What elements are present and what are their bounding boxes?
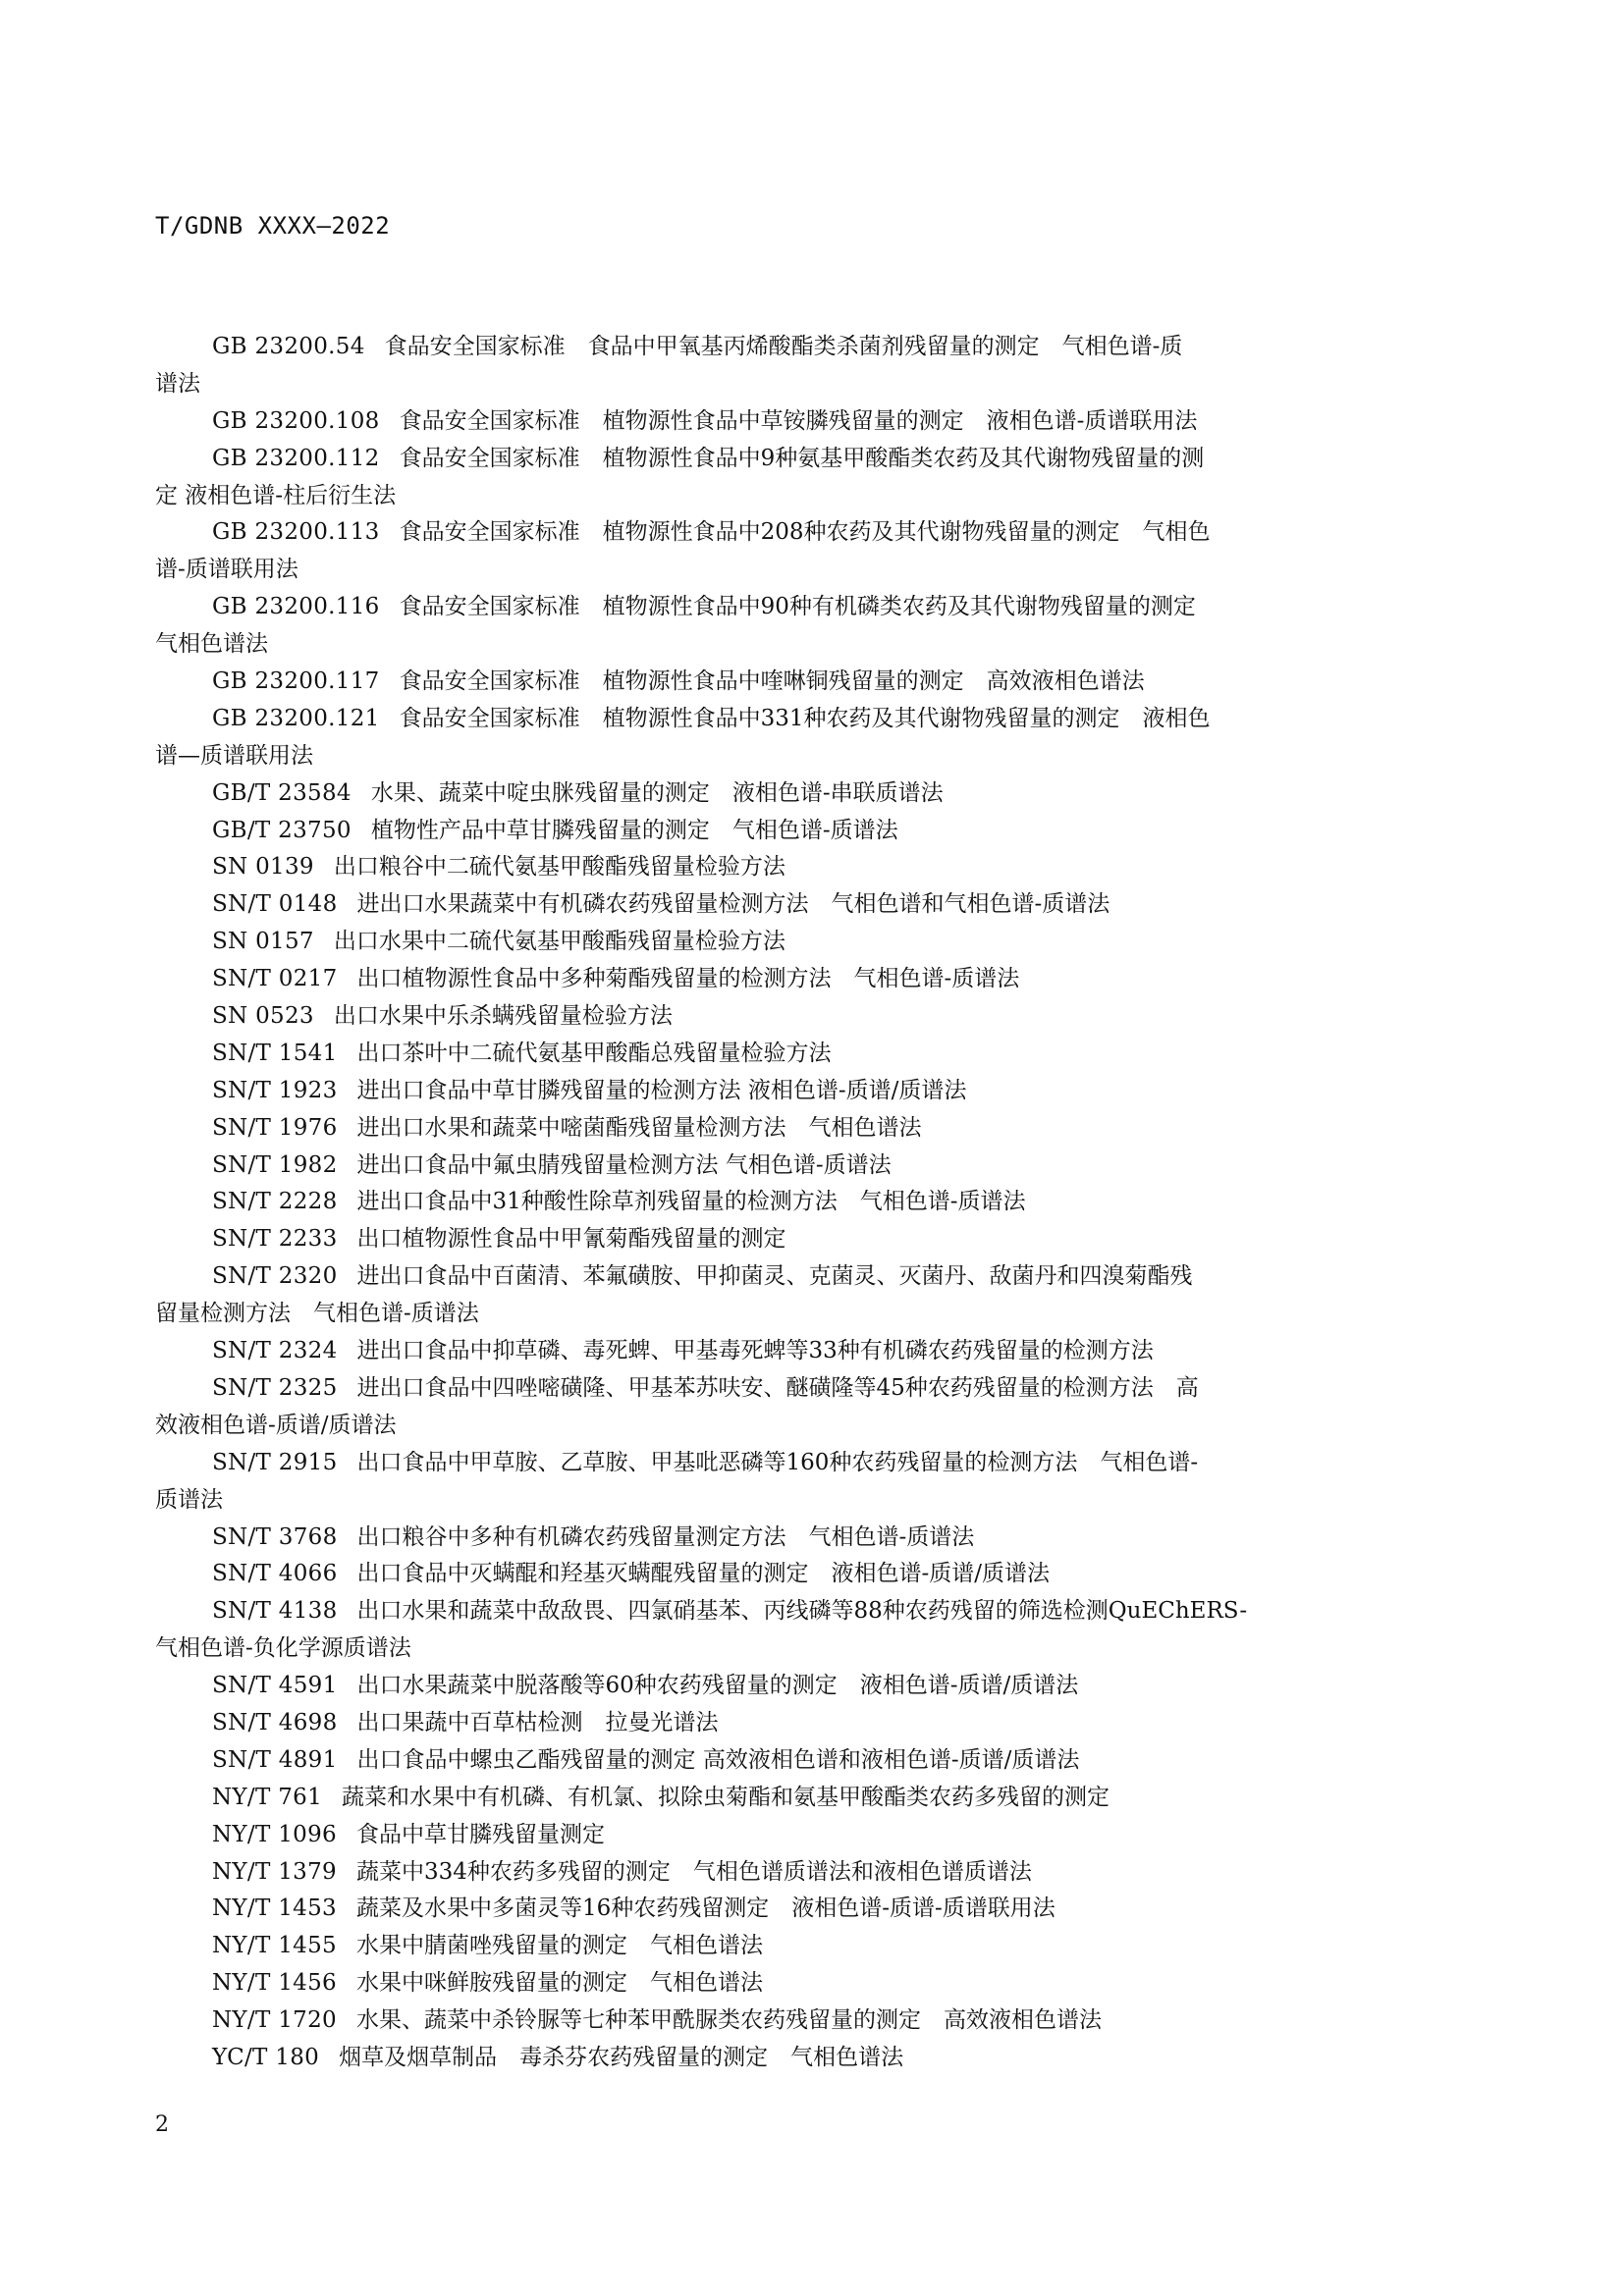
reference-first-line [155, 778, 1428, 816]
reference-first-line [155, 1671, 1428, 1708]
standard-title-text: 出口果蔬中百草枯检测 拉曼光谱法 [356, 1709, 719, 1735]
standard-code: SN/T 4591 [212, 1673, 338, 1699]
reference-entry [155, 667, 1428, 704]
standard-title-text: 进出口水果蔬菜中有机磷农药残留量检测方法 气相色谱和气相色谱-质谱法 [356, 891, 1110, 918]
reference-entry [155, 2005, 1428, 2043]
reference-first-line [155, 889, 1428, 927]
reference-continuation-line [155, 629, 1428, 667]
reference-first-line [155, 1708, 1428, 1745]
reference-first-line [155, 964, 1428, 1001]
standard-title-text: 食品安全国家标准 植物源性食品中331种农药及其代谢物残留量的测定 液相色 [399, 705, 1211, 731]
standard-code: GB 23200.117 [212, 668, 380, 695]
standard-code: SN/T 2233 [212, 1226, 338, 1253]
reference-entry [155, 1708, 1428, 1745]
reference-first-line [155, 517, 1428, 555]
standard-code: NY/T 1456 [212, 1970, 337, 1997]
reference-continuation-line [155, 1411, 1428, 1448]
reference-entry [155, 1187, 1428, 1224]
standard-code: SN/T 2324 [212, 1338, 338, 1364]
standard-title-text: 食品安全国家标准 食品中甲氧基丙烯酸酯类杀菌剂残留量的测定 气相色谱-质 [384, 334, 1183, 359]
reference-continuation-line [155, 481, 1428, 518]
standard-title-text: 烟草及烟草制品 毒杀芬农药残留量的测定 气相色谱法 [339, 2044, 904, 2070]
standard-title-text: 留量检测方法 气相色谱-质谱法 [155, 1301, 479, 1327]
reference-entry [155, 1150, 1428, 1188]
reference-continuation-line [155, 1633, 1428, 1671]
reference-entry [155, 406, 1428, 444]
reference-first-line [155, 406, 1428, 444]
reference-first-line [155, 2005, 1428, 2043]
reference-first-line [155, 1894, 1428, 1931]
reference-entry [155, 704, 1428, 778]
reference-entry [155, 1261, 1428, 1336]
standard-title-text: 出口食品中灭螨醌和羟基灭螨醌残留量的测定 液相色谱-质谱/质谱法 [356, 1561, 1051, 1587]
reference-first-line [155, 1039, 1428, 1076]
reference-entry [155, 444, 1428, 518]
standard-code: SN/T 4891 [212, 1746, 338, 1773]
standard-title-text: 气相色谱-负化学源质谱法 [155, 1635, 411, 1662]
reference-entry [155, 1968, 1428, 2005]
standard-code: NY/T 1453 [212, 1896, 337, 1922]
standard-title-text: 质谱法 [155, 1486, 223, 1513]
reference-first-line [155, 1968, 1428, 2005]
standard-code: SN/T 1923 [212, 1077, 338, 1103]
reference-entry [155, 1820, 1428, 1857]
standard-code: SN/T 2228 [212, 1189, 338, 1215]
reference-first-line [155, 852, 1428, 889]
reference-first-line [155, 1113, 1428, 1150]
reference-entry [155, 2043, 1428, 2080]
reference-entry [155, 816, 1428, 853]
reference-entry [155, 1857, 1428, 1895]
standard-title-text: 出口水果中乐杀螨残留量检验方法 [333, 1003, 673, 1030]
standard-title-text: 效液相色谱-质谱/质谱法 [155, 1412, 397, 1438]
standard-code: YC/T 180 [212, 2044, 320, 2070]
standard-title-text: 食品安全国家标准 植物源性食品中草铵膦残留量的测定 液相色谱-质谱联用法 [399, 407, 1198, 434]
standard-title-text: 出口水果蔬菜中脱落酸等60种农药残留量的测定 液相色谱-质谱/质谱法 [356, 1673, 1079, 1699]
standard-title-text: 出口植物源性食品中甲氰菊酯残留量的测定 [356, 1226, 786, 1253]
document-id-header: T/GDNB XXXX—2022 [155, 212, 391, 240]
reference-first-line [155, 816, 1428, 853]
reference-first-line [155, 1001, 1428, 1039]
reference-first-line [155, 927, 1428, 964]
standard-code: GB 23200.108 [212, 407, 380, 434]
reference-first-line [155, 704, 1428, 741]
reference-first-line [155, 1076, 1428, 1113]
standard-code: SN/T 1982 [212, 1151, 338, 1178]
standard-title-text: 气相色谱法 [155, 631, 268, 658]
reference-continuation-line [155, 741, 1428, 778]
reference-first-line [155, 667, 1428, 704]
standard-title-text: 水果、蔬菜中啶虫脒残留量的测定 液相色谱-串联质谱法 [370, 779, 944, 806]
standard-title-text: 食品安全国家标准 植物源性食品中208种农药及其代谢物残留量的测定 气相色 [399, 519, 1211, 546]
reference-first-line [155, 1448, 1428, 1485]
standard-title-text: 谱法 [155, 370, 200, 397]
reference-entry [155, 889, 1428, 927]
standard-title-text: 蔬菜及水果中多菌灵等16种农药残留测定 液相色谱-质谱-质谱联用法 [355, 1896, 1056, 1922]
reference-continuation-line [155, 369, 1428, 406]
reference-entry [155, 1336, 1428, 1373]
standard-code: GB 23200.116 [212, 594, 380, 620]
standard-code: SN/T 4138 [212, 1598, 338, 1625]
standard-title-text: 谱-质谱联用法 [155, 557, 298, 583]
standard-title-text: 水果中腈菌唑残留量的测定 气相色谱法 [355, 1933, 763, 1959]
standard-code: SN/T 3768 [212, 1523, 338, 1550]
standard-code: SN/T 4066 [212, 1561, 338, 1587]
standard-code: GB/T 23750 [212, 817, 352, 843]
reference-first-line [155, 1336, 1428, 1373]
standard-title-text: 水果、蔬菜中杀铃脲等七种苯甲酰脲类农药残留量的测定 高效液相色谱法 [355, 2007, 1102, 2034]
reference-first-line [155, 1373, 1428, 1411]
standard-title-text: 进出口食品中31种酸性除草剂残留量的检测方法 气相色谱-质谱法 [356, 1189, 1026, 1215]
reference-first-line [155, 1857, 1428, 1895]
reference-first-line [155, 1150, 1428, 1188]
reference-entry [155, 1671, 1428, 1708]
standard-title-text: 进出口食品中氟虫腈残留量检测方法 气相色谱-质谱法 [356, 1151, 892, 1178]
standard-code: SN/T 0148 [212, 891, 338, 918]
standard-title-text: 食品安全国家标准 植物源性食品中9种氨基甲酸酯类农药及其代谢物残留量的测 [399, 445, 1205, 471]
standard-title-text: 进出口食品中抑草磷、毒死蜱、甲基毒死蜱等33种有机磷农药残留量的检测方法 [356, 1338, 1154, 1364]
reference-entry [155, 964, 1428, 1001]
standard-code: SN 0157 [212, 929, 314, 955]
standard-code: SN/T 1541 [212, 1040, 338, 1066]
reference-entry [155, 332, 1428, 406]
reference-entry [155, 1596, 1428, 1671]
standard-code: NY/T 1096 [212, 1821, 337, 1847]
reference-first-line [155, 1783, 1428, 1820]
standard-title-text: 进出口水果和蔬菜中嘧菌酯残留量检测方法 气相色谱法 [356, 1114, 922, 1141]
standard-title-text: 出口粮谷中多种有机磷农药残留量测定方法 气相色谱-质谱法 [356, 1523, 975, 1550]
standard-code: NY/T 1455 [212, 1933, 337, 1959]
reference-first-line [155, 1820, 1428, 1857]
reference-entry [155, 1113, 1428, 1150]
reference-first-line [155, 2043, 1428, 2080]
reference-entry [155, 1448, 1428, 1522]
reference-entry [155, 1522, 1428, 1560]
standard-code: NY/T 1379 [212, 1858, 337, 1885]
reference-first-line [155, 592, 1428, 629]
standard-title-text: 出口植物源性食品中多种菊酯残留量的检测方法 气相色谱-质谱法 [356, 966, 1020, 992]
standard-code: SN/T 2915 [212, 1449, 338, 1475]
standard-title-text: 食品中草甘膦残留量测定 [355, 1821, 605, 1847]
standard-code: SN/T 4698 [212, 1709, 338, 1735]
reference-first-line [155, 1187, 1428, 1224]
standard-title-text: 定 液相色谱-柱后衍生法 [155, 482, 397, 508]
standard-code: GB 23200.54 [212, 334, 365, 359]
reference-entry [155, 1076, 1428, 1113]
reference-continuation-line [155, 1485, 1428, 1522]
reference-entry [155, 852, 1428, 889]
standard-title-text: 进出口食品中四唑嘧磺隆、甲基苯苏呋安、醚磺隆等45种农药残留量的检测方法 高 [356, 1374, 1199, 1401]
standard-code: GB/T 23584 [212, 779, 352, 806]
reference-entry [155, 1559, 1428, 1596]
standard-title-text: 食品安全国家标准 植物源性食品中喹啉铜残留量的测定 高效液相色谱法 [399, 668, 1145, 695]
reference-entry [155, 1783, 1428, 1820]
reference-first-line [155, 444, 1428, 481]
standard-code: SN/T 2320 [212, 1263, 338, 1290]
standard-title-text: 出口食品中甲草胺、乙草胺、甲基吡恶磷等160种农药残留量的检测方法 气相色谱- [356, 1449, 1199, 1475]
reference-continuation-line [155, 1299, 1428, 1336]
standard-title-text: 出口食品中螺虫乙酯残留量的测定 高效液相色谱和液相色谱-质谱/质谱法 [356, 1746, 1080, 1773]
reference-first-line [155, 1559, 1428, 1596]
standard-code: NY/T 1720 [212, 2007, 337, 2034]
normative-references-list [155, 332, 1428, 2080]
standard-title-text: 出口茶叶中二硫代氨基甲酸酯总残留量检验方法 [356, 1040, 832, 1066]
standard-title-text: 出口粮谷中二硫代氨基甲酸酯残留量检验方法 [333, 854, 785, 881]
reference-entry [155, 1373, 1428, 1448]
reference-entry [155, 517, 1428, 592]
reference-entry [155, 1894, 1428, 1931]
standard-title-text: 蔬菜和水果中有机磷、有机氯、拟除虫菊酯和氨基甲酸酯类农药多残留的测定 [342, 1784, 1110, 1810]
reference-first-line [155, 1224, 1428, 1261]
page-number: 2 [155, 2112, 169, 2137]
standard-code: SN 0523 [212, 1003, 314, 1030]
reference-entry [155, 1224, 1428, 1261]
reference-first-line [155, 1261, 1428, 1299]
standard-code: SN/T 0217 [212, 966, 338, 992]
reference-entry [155, 1745, 1428, 1783]
standard-code: GB 23200.112 [212, 445, 380, 471]
standard-code: NY/T 761 [212, 1784, 323, 1810]
reference-continuation-line [155, 555, 1428, 592]
reference-entry [155, 1931, 1428, 1968]
standard-title-text: 蔬菜中334种农药多残留的测定 气相色谱质谱法和液相色谱质谱法 [355, 1858, 1032, 1885]
reference-entry [155, 1001, 1428, 1039]
reference-first-line [155, 1596, 1428, 1633]
reference-first-line [155, 332, 1428, 369]
reference-entry [155, 778, 1428, 816]
reference-entry [155, 927, 1428, 964]
standard-title-text: 出口水果中二硫代氨基甲酸酯残留量检验方法 [333, 929, 785, 955]
reference-first-line [155, 1522, 1428, 1560]
standard-title-text: 出口水果和蔬菜中敌敌畏、四氯硝基苯、丙线磷等88种农药残留的筛选检测QuEChERS- [356, 1598, 1248, 1625]
reference-entry [155, 1039, 1428, 1076]
standard-title-text: 谱—质谱联用法 [155, 742, 313, 769]
standard-code: GB 23200.113 [212, 519, 380, 546]
standard-code: GB 23200.121 [212, 705, 380, 731]
standard-title-text: 植物性产品中草甘膦残留量的测定 气相色谱-质谱法 [370, 817, 898, 843]
standard-title-text: 进出口食品中百菌清、苯氟磺胺、甲抑菌灵、克菌灵、灭菌丹、敌菌丹和四溴菊酯残 [356, 1263, 1193, 1290]
standard-code: SN/T 1976 [212, 1114, 338, 1141]
standard-title-text: 水果中咪鲜胺残留量的测定 气相色谱法 [355, 1970, 763, 1997]
standard-title-text: 食品安全国家标准 植物源性食品中90种有机磷类农药及其代谢物残留量的测定 [399, 594, 1196, 620]
reference-entry [155, 592, 1428, 667]
standard-title-text: 进出口食品中草甘膦残留量的检测方法 液相色谱-质谱/质谱法 [356, 1077, 967, 1103]
standard-code: SN/T 2325 [212, 1374, 338, 1401]
standard-code: SN 0139 [212, 854, 314, 881]
reference-first-line [155, 1931, 1428, 1968]
reference-first-line [155, 1745, 1428, 1783]
